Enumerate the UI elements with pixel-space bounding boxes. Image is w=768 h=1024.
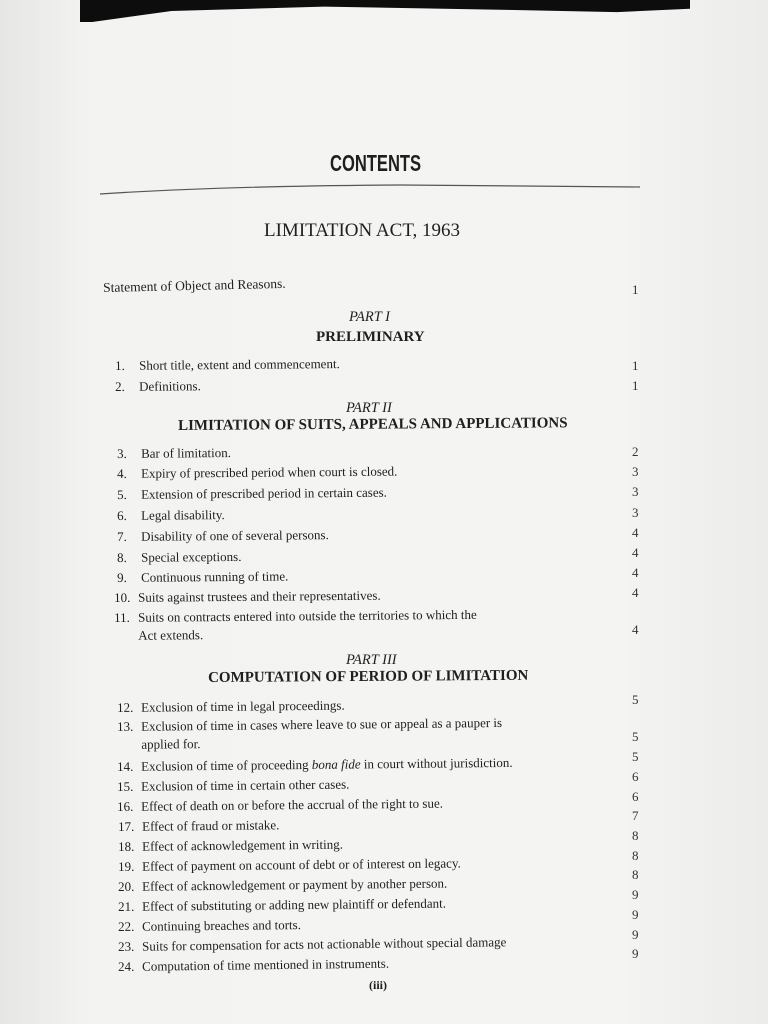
toc-entry: 1. Short title, extent and commencement.: [115, 356, 340, 373]
toc-page: 1: [632, 378, 639, 393]
toc-page: 3: [632, 505, 639, 520]
toc-page: 3: [632, 484, 639, 499]
toc-entry: 19. Effect of payment on account of debt or of interest on legacy.: [118, 855, 461, 874]
toc-entry: 20. Effect of acknowledgement or payment by another person.: [118, 875, 448, 894]
part-iii-label: PART III: [346, 652, 397, 668]
toc-page: 4: [632, 565, 639, 580]
toc-entry: 11. Suits on contracts entered into outside the territories to which the Act extends.: [114, 606, 477, 643]
toc-page: 4: [632, 525, 639, 540]
toc-entry: 17. Effect of fraud or mistake.: [118, 817, 280, 834]
toc-page: 6: [632, 789, 639, 804]
act-title: LIMITATION ACT, 1963: [264, 220, 461, 241]
page-footer: (iii): [369, 978, 387, 992]
page-heading: CONTENTS: [330, 150, 422, 176]
part-ii-label: PART II: [346, 400, 392, 416]
toc-page: 1: [632, 358, 639, 373]
toc-entry: 12. Exclusion of time in legal proceedings.: [117, 697, 345, 715]
part-ii-title: LIMITATION OF SUITS, APPEALS AND APPLICATIONS: [178, 415, 568, 434]
toc-entry: 24. Computation of time mentioned in instruments.: [118, 955, 390, 974]
toc-entry: 4. Expiry of prescribed period when court is closed.: [117, 463, 398, 481]
toc-page: 2: [632, 444, 639, 459]
toc-page: 7: [632, 808, 639, 823]
toc-entry: 3. Bar of limitation.: [117, 445, 232, 461]
toc-page: 9: [632, 887, 639, 902]
toc-entry: 5. Extension of prescribed period in certain cases.: [117, 484, 387, 502]
toc-page: 5: [632, 749, 639, 764]
toc-page: 3: [632, 464, 639, 479]
toc-entry: 23. Suits for compensation for acts not actionable without special damage: [118, 934, 507, 954]
toc-page: 9: [632, 946, 639, 961]
toc-page: 8: [632, 867, 639, 882]
toc-entry: 22. Continuing breaches and torts.: [118, 917, 302, 934]
toc-page: 4: [632, 545, 639, 560]
scan-shadow: [80, 0, 690, 22]
toc-page: 8: [632, 848, 639, 863]
toc-page: 8: [632, 828, 639, 843]
part-i-label: PART I: [349, 309, 390, 325]
toc-entry: 8. Special exceptions.: [117, 548, 242, 565]
toc-page: 5: [632, 729, 639, 744]
toc-entry: 18. Effect of acknowledgement in writing.: [118, 836, 343, 854]
part-i-title: PRELIMINARY: [316, 329, 425, 345]
toc-page: 6: [632, 769, 639, 784]
statement-page: 1: [632, 282, 639, 297]
toc-entry: 2. Definitions.: [115, 378, 201, 394]
toc-entry: 21. Effect of substituting or adding new plaintiff or defendant.: [118, 895, 447, 914]
heading-rule: [100, 183, 640, 197]
toc-page: 4: [632, 622, 639, 637]
part-iii-title: COMPUTATION OF PERIOD OF LIMITATION: [208, 667, 529, 686]
toc-page: 9: [632, 927, 639, 942]
toc-page: 4: [632, 585, 639, 600]
toc-entry: 14. Exclusion of time of proceeding bona fide in court without jurisdiction.: [117, 754, 513, 774]
toc-entry: 6. Legal disability.: [117, 507, 225, 523]
toc-entry: 9. Continuous running of time.: [117, 568, 289, 585]
toc-entry: 15. Exclusion of time in certain other cases.: [117, 776, 350, 794]
statement-entry: Statement of Object and Reasons.: [103, 275, 286, 295]
toc-page: 5: [632, 692, 639, 707]
toc-entry: 16. Effect of death on or before the accrual of the right to sue.: [117, 795, 444, 814]
toc-page: 9: [632, 907, 639, 922]
toc-entry: 7. Disability of one of several persons.: [117, 527, 329, 544]
toc-entry: 13. Exclusion of time in cases where leave to sue or appeal as a pauper is applied for.: [117, 714, 503, 752]
toc-entry: 10. Suits against trustees and their representatives.: [114, 587, 381, 605]
